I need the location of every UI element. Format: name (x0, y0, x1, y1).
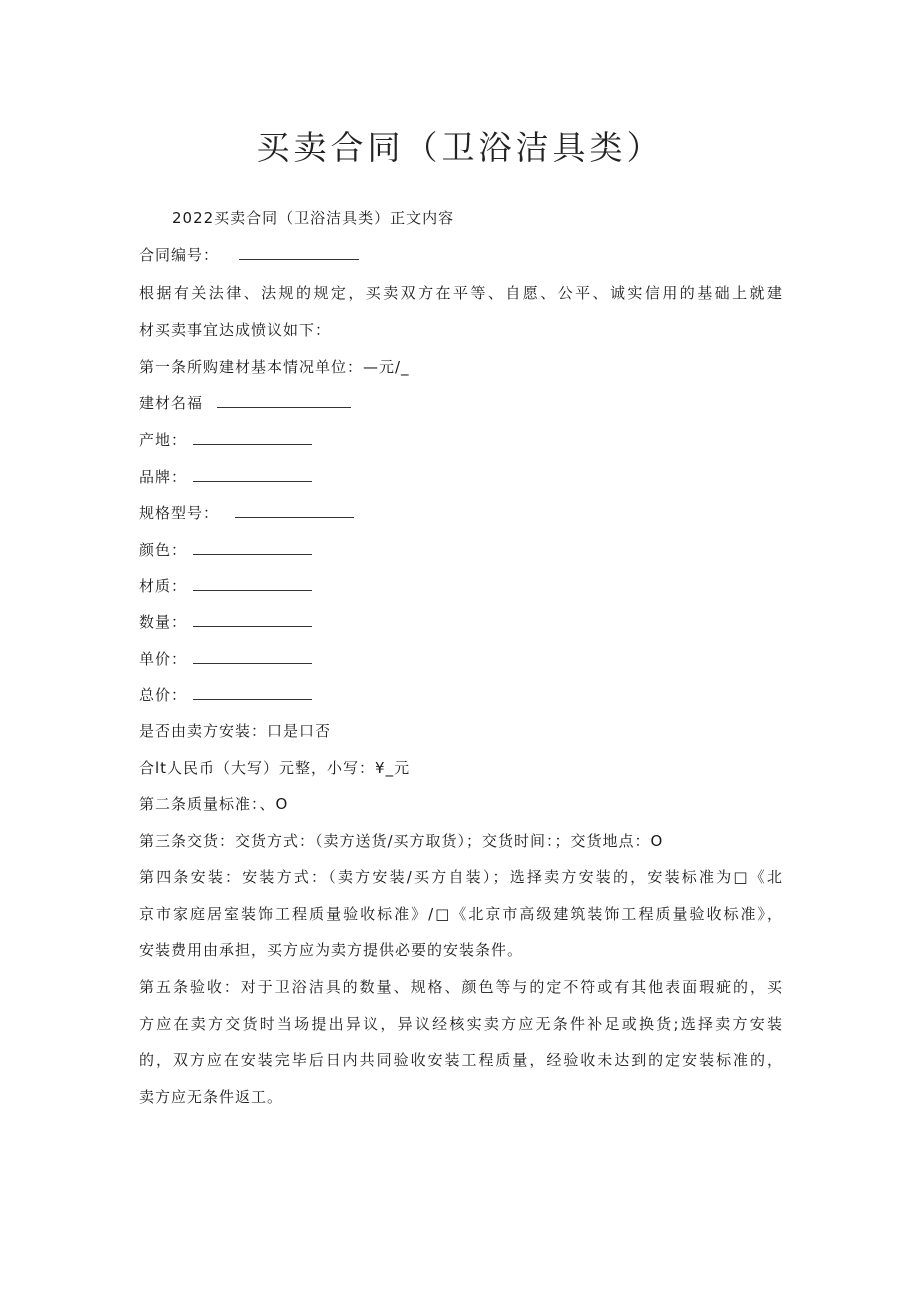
article-4-line-2: 京市家庭居室装饰工程质量验收标准》/□《北京市高级建筑装饰工程质量验收标准》， (139, 905, 783, 923)
field-label: 品牌： (139, 468, 188, 486)
field-blank (217, 393, 351, 408)
field-label: 数量： (139, 613, 188, 631)
install-question: 是否由卖方安装：口是口否 (139, 722, 332, 740)
field-total-price (139, 685, 312, 705)
field-blank (235, 503, 354, 518)
article-2-quality: 第二条质量标准：、O (139, 795, 289, 813)
document-subtitle: 2022买卖合同（卫浴洁具类）正文内容 (172, 209, 455, 227)
field-blank (193, 540, 312, 555)
field-origin (139, 430, 312, 450)
field-blank (193, 612, 312, 627)
field-unit-price (139, 649, 312, 669)
field-blank (193, 467, 312, 482)
amount-line: 合lt人民币（大写）元整，小写：¥_元 (139, 759, 411, 777)
intro-line-1: 根据有关法律、法规的规定，买卖双方在平等、自愿、公平、诚实信用的基础上就建 (139, 284, 783, 302)
contract-number-field (139, 245, 359, 265)
field-quantity (139, 612, 312, 632)
field-blank (193, 649, 312, 664)
field-material (139, 576, 312, 596)
field-brand (139, 467, 312, 487)
field-label: 材质： (139, 577, 188, 595)
field-material-name (139, 393, 351, 413)
field-blank (193, 430, 312, 445)
field-label: 颜色： (139, 541, 188, 559)
document-title: 买卖合同（卫浴洁具类） (256, 128, 664, 167)
article-5-line-4: 卖方应无条件返工。 (139, 1088, 284, 1106)
article-1-heading: 第一条所购建材基本情况单位：—元/_ (139, 358, 410, 376)
field-label: 产地： (139, 431, 188, 449)
field-color (139, 540, 312, 560)
field-blank (193, 685, 312, 700)
field-label: 建材名福 (139, 394, 204, 412)
contract-number-label: 合同编号： (139, 246, 220, 264)
article-4-line-1: 第四条安装：安装方式：（卖方安装/买方自装）；选择卖方安装的，安装标准为□《北 (139, 868, 783, 886)
intro-line-2: 材买卖事宜达成愤议如下： (139, 321, 332, 339)
field-label: 单价： (139, 650, 188, 668)
field-blank (193, 576, 312, 591)
article-4-line-3: 安装费用由承担，买方应为卖方提供必要的安装条件。 (139, 941, 524, 959)
article-3-delivery: 第三条交货：交货方式：（卖方送货/买方取货）；交货时间：；交货地点：O (139, 832, 664, 850)
article-5-line-1: 第五条验收：对于卫浴洁具的数量、规格、颜色等与的定不符或有其他表面瑕疵的，买 (139, 978, 783, 996)
field-model (139, 503, 354, 523)
field-label: 总价： (139, 686, 188, 704)
article-5-line-3: 的，双方应在安装完毕后日内共同验收安装工程质量，经验收未达到的定安装标准的， (139, 1051, 783, 1069)
article-5-line-2: 方应在卖方交货时当场提出异议，异议经核实卖方应无条件补足或换货;选择卖方安装 (139, 1015, 783, 1033)
field-label: 规格型号： (139, 504, 220, 522)
contract-number-blank (239, 245, 359, 260)
